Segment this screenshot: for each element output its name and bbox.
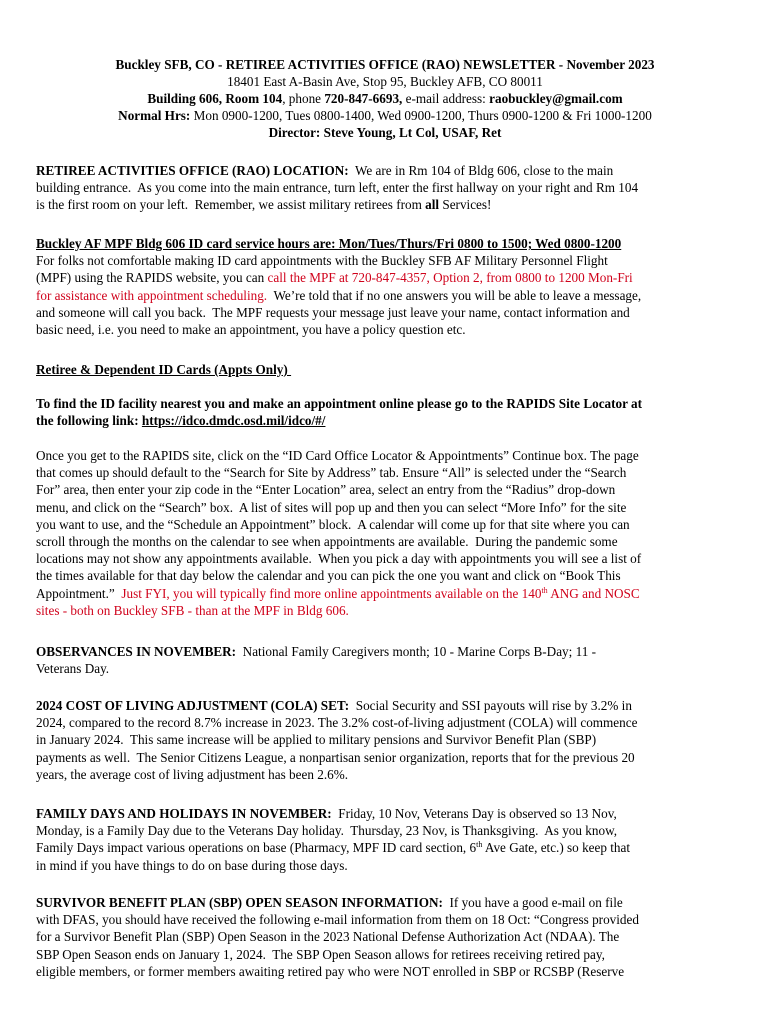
family-days-section [36,805,736,874]
sbp-text: for a Survivor Benefit Plan (SBP) Open Season in the 2023 National Defense Authorization Act (NDAA). The [36,929,620,945]
find-facility-text: To find the ID facility nearest you and make an appointment online please go to the RAPIDS Site Locator at [36,396,643,411]
family-days-text: Friday, 10 Nov, Veterans Day is observed so 13 Nov, [331,806,617,821]
ordinal-suffix: th [476,840,483,850]
rapids-fyi-highlight: ANG and NOSC [547,585,640,601]
hours-line [0,107,770,124]
phone-prefix: , phone [282,91,325,106]
mpf-text [36,287,736,304]
observances-section [36,643,736,677]
phone-number: 720-847-6693, [324,91,403,106]
family-days-text-part: Family Days impact various operations on base (Pharmacy, MPF ID card section, 6 [36,840,477,856]
cola-text: in January 2024. This same increase will be applied to military pensions and Survivor Benefit Plan (SBP) [36,732,597,748]
rapids-link[interactable]: https://idco.dmdc.osd.mil/idco/#/ [141,413,326,429]
rapids-section [36,447,736,619]
mpf-section [36,235,736,338]
sbp-text: with DFAS, you should have received the following e-mail information from them on 18 Oct: “Congress provided [36,912,639,928]
rapids-text: For” area, then enter your zip code in the “Enter Location” area, select an entry from the “Radius” drop-down [36,482,616,498]
mpf-text-part: We’re told that if no one answers you will be able to leave a message, [267,287,642,303]
sbp-heading: SURVIVOR BENEFIT PLAN (SBP) OPEN SEASON INFORMATION: [36,895,443,910]
building-label: Building 606, Room 104 [147,91,283,106]
sbp-section [36,894,736,980]
newsletter-title: Buckley SFB, CO - RETIREE ACTIVITIES OFFICE (RAO) NEWSLETTER - November 2023 [115,57,655,72]
location-text [36,196,736,213]
find-facility-text-part: the following link: [36,413,142,429]
hours-label: Normal Hrs: [118,108,191,123]
location-text: building entrance. As you come into the main entrance, turn left, enter the first hallway on your right and Rm 104 [36,180,639,196]
mpf-heading: Buckley AF MPF Bldg 606 ID card service hours are: Mon/Tues/Thurs/Fri 0800 to 1500; Wed 0800-1200 [36,236,622,251]
find-facility-text [36,412,736,429]
cola-text: payments as well. The Senior Citizens League, a nonpartisan senior organization, reports that for the previous 20 [36,749,635,765]
contact-line [0,90,770,107]
family-days-text: in mind if you have things to do on base during those days. [36,857,348,873]
hours-text: Mon 0900-1200, Tues 0800-1400, Wed 0900-1200, Thurs 0900-1200 & Fri 1000-1200 [190,108,652,123]
mpf-text [36,269,736,286]
rapids-text: locations may not show any appointments available. When you pick a day with appointments you will see a list of [36,551,642,567]
observances-text: National Family Caregivers month; 10 - Marine Corps B-Day; 11 - [236,644,596,659]
email-prefix: e-mail address: [402,91,490,106]
mpf-text: and someone will call you back. The MPF requests your message just leave your name, contact information and [36,304,630,320]
family-days-text-part: Ave Gate, etc.) so keep that [482,840,631,856]
mpf-phone-highlight: call the MPF at 720-847-4357, Option 2, from 0800 to 1200 Mon-Fri [267,270,633,286]
location-text-part: is the first room on your left. Remember, we assist military retirees from [36,197,426,213]
location-text-part: Services! [439,197,492,213]
sbp-text: SBP Open Season ends on January 1, 2024. The SBP Open Season allows for retirees receiving retired pay, [36,946,605,962]
cola-heading: 2024 COST OF LIVING ADJUSTMENT (COLA) SET: [36,698,350,713]
mpf-text: basic need, i.e. you need to make an appointment, you have a policy question etc. [36,322,466,338]
location-heading: RETIREE ACTIVITIES OFFICE (RAO) LOCATION: [36,163,349,178]
family-days-text [36,839,736,856]
mpf-phone-highlight: for assistance with appointment scheduling. [36,287,268,303]
rapids-text: the times available for that day below the calendar and you can pick the one you want and click on “Book This [36,568,621,584]
rapids-text: menu, and click on the “Search” box. A list of sites will pop up and then you can select “More Info” for the site [36,499,627,515]
retiree-cards-section [36,361,736,378]
observances-text: Veterans Day. [36,661,110,677]
rapids-text-part: Appointment.” [36,585,122,601]
rapids-text [36,585,736,602]
mpf-text-part: (MPF) using the RAPIDS website, you can [36,270,268,286]
location-emphasis: all [425,197,440,213]
rapids-fyi-highlight: Just FYI, you will typically find more online appointments available on the 140 [121,585,542,601]
email-address: raobuckley@gmail.com [489,91,623,106]
rapids-text: scroll through the months on the calendar to see when appointments are available. During the pandemic some [36,534,618,550]
rapids-text: Once you get to the RAPIDS site, click on the “ID Card Office Locator & Appointments” Continue box. The page [36,448,639,463]
location-text: We are in Rm 104 of Bldg 606, close to the main [348,163,614,178]
observances-heading: OBSERVANCES IN NOVEMBER: [36,644,237,659]
family-days-text: Monday, is a Family Day due to the Veterans Day holiday. Thursday, 23 Nov, is Thanksgiving. As you know, [36,823,618,839]
cola-text: Social Security and SSI payouts will rise by 3.2% in [349,698,632,713]
retiree-cards-heading: Retiree & Dependent ID Cards (Appts Only) [36,362,292,377]
family-days-heading: FAMILY DAYS AND HOLIDAYS IN NOVEMBER: [36,806,332,821]
sbp-text: If you have a good e-mail on file [442,895,623,910]
find-facility-section [36,395,736,429]
ordinal-suffix: th [541,585,548,595]
office-address: 18401 East A-Basin Ave, Stop 95, Buckley AFB, CO 80011 [227,74,543,89]
cola-text: 2024, compared to the record 8.7% increase in 2023. The 3.2% cost-of-living adjustment (COLA) will commence [36,715,638,731]
mpf-text: For folks not comfortable making ID card appointments with the Buckley SFB AF Military Personnel Flight [36,253,608,269]
cola-text: years, the average cost of living adjustment has been 2.6%. [36,766,349,782]
sbp-text: eligible members, or former members awaiting retired pay who were NOT enrolled in SBP or RCSBP (Reserve [36,963,625,979]
rapids-text: you want to use, and the “Schedule an Appointment” block. A calendar will come up for that site where you can [36,516,630,532]
location-section [36,162,736,214]
rapids-fyi-highlight: sites - both on Buckley SFB - than at the MPF in Bldg 606. [36,602,349,618]
cola-section [36,697,736,783]
rapids-text: that comes up should default to the “Search for Site by Address” tab. Ensure “All” is selected under the “Search [36,465,627,481]
director-line: Director: Steve Young, Lt Col, USAF, Ret [268,125,502,140]
